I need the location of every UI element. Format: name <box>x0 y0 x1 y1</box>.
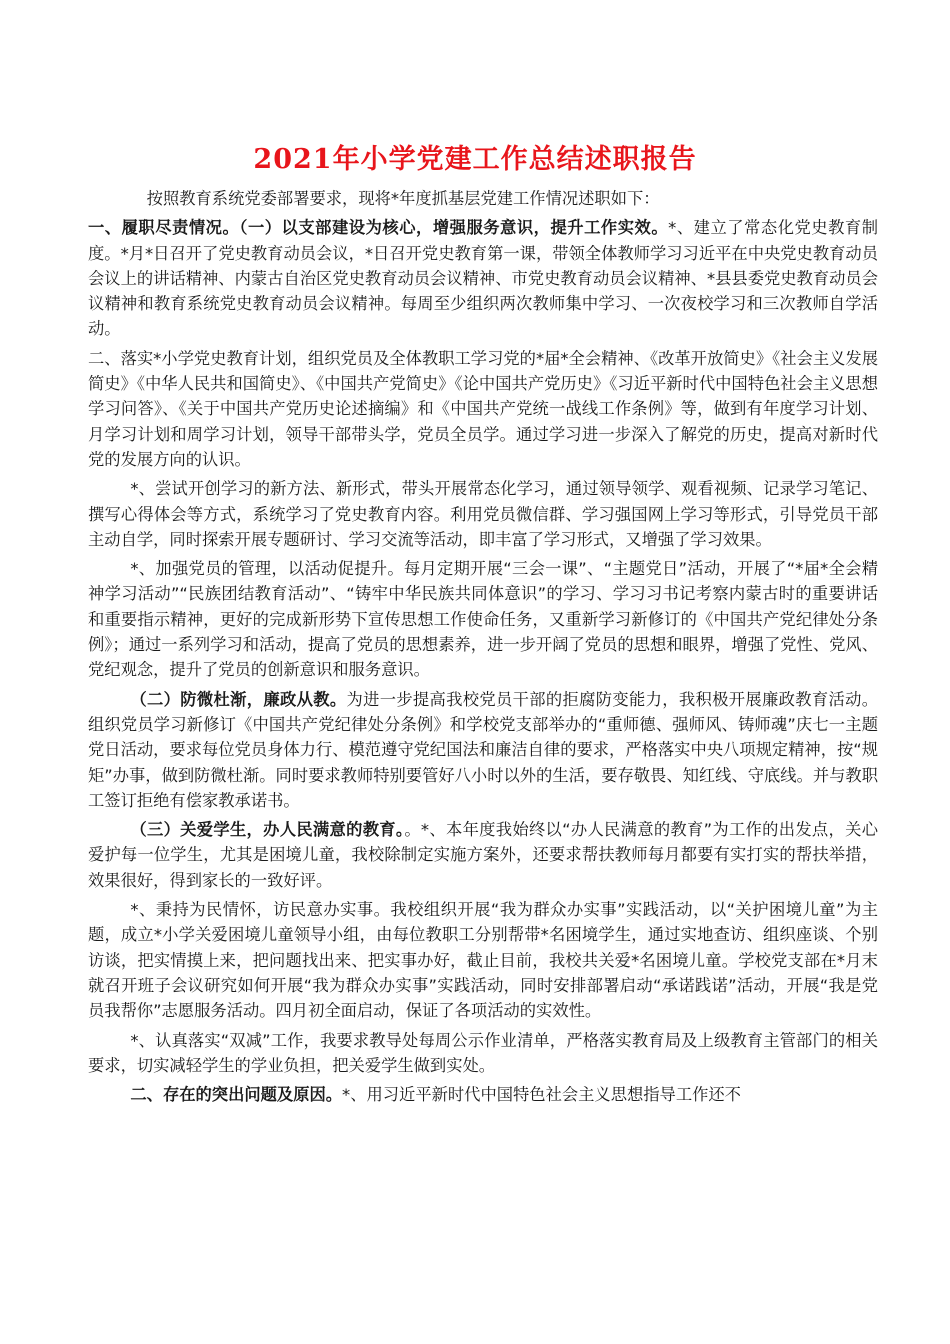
paragraph-2: 二、落实*小学党史教育计划，组织党员及全体教职工学习党的*届*全会精神、《改革开放简史》《社会主义发展简史》《中华人民共和国简史》、《中国共产党简史》《论中国共产党历史》《习近平新时代中国特色社会主义思想学习问答》、《关于中国共产党历史论述摘编》和《中国共产党统一战线工作条例》等，做到有年度学习计划、月学习计划和周学习计划，领导干部带头学，党员全员学。通过学习进一步深入了解党的历史，提高对新时代党的发展方向的认识。 <box>88 348 878 469</box>
document-title: 2021年小学党建工作总结述职报告 <box>253 144 697 175</box>
section-2-text: 为进一步提高我校党员干部的拒腐防变能力，我积极开展廉政教育活动。组织党员学习新修订《中国共产党纪律处分条例》和学校党支部举办的“重师德、强师风、铸师魂”庆七一主题党日活动，要求每位党员身体力行、模范遵守党纪国法和廉洁自律的要求，严格落实中央八项规定精神，按“规矩”办事，做到防微杜渐。同时要求教师特别要管好八小时以外的生活，要存敬畏、知红线、守底线。并与教职工签订拒绝有偿家教承诺书。 <box>88 689 878 810</box>
problems-paragraph <box>88 1082 878 1107</box>
section-1-heading: 一、履职尽责情况。（一）以支部建设为核心，增强服务意识，提升工作实效。 <box>88 218 669 238</box>
section-1-paragraph <box>88 215 878 341</box>
problems-text: *、用习近平新时代中国特色社会主义思想指导工作还不 <box>342 1085 741 1105</box>
section-2-heading: （二）防微杜渐，廉政从教。 <box>130 689 347 709</box>
intro-paragraph: 按照教育系统党委部署要求，现将*年度抓基层党建工作情况述职如下： <box>146 189 660 208</box>
paragraph-8: *、认真落实“双减”工作，我要求教导处每周公示作业清单，严格落实教育局及上级教育主管部门的相关要求，切实减轻学生的学业负担，把关爱学生做到实处。 <box>88 1030 878 1075</box>
section-3-text: 。*、本年度我始终以“办人民满意的教育”为工作的出发点，关心爱护每一位学生，尤其是困境儿童，我校除制定实施方案外，还要求帮扶教师每月都要有实打实的帮扶举措，效果很好，得到家长的一致好评。 <box>88 820 878 890</box>
paragraph-3: *、尝试开创学习的新方法、新形式，带头开展常态化学习，通过领导领学、观看视频、记录学习笔记、撰写心得体会等方式，系统学习了党史教育内容。利用党员微信群、学习强国网上学习等形式，引导党员干部主动自学，同时探索开展专题研讨、学习交流等活动，即丰富了学习形式，又增强了学习效果。 <box>88 479 878 549</box>
document-body <box>88 186 878 1111</box>
section-3-heading: （三）关爱学生，办人民满意的教育。 <box>130 820 405 840</box>
section-1-text: *、建立了常态化党史教育制度。*月*日召开了党史教育动员会议，*日召开党史教育第一课，带领全体教师学习习近平在中央党史教育动员会议上的讲话精神、内蒙古自治区党史教育动员会议精神、市党史教育动员会议精神、*县县委党史教育动员会议精神和教育系统党史教育动员会议精神。每周至少组织两次教师集中学习、一次夜校学习和三次教师自学活动。 <box>88 218 878 339</box>
section-2-paragraph <box>88 687 878 813</box>
paragraph-7: *、秉持为民情怀，访民意办实事。我校组织开展“我为群众办实事”实践活动，以“关护困境儿童”为主题，成立*小学关爱困境儿童领导小组，由每位教职工分别帮带*名困境学生，通过实地查访、组织座谈、个别访谈，把实情摸上来，把问题找出来、把实事办好，截止目前，我校共关爱*名困境儿童。学校党支部在*月末就召开班子会议研究如何开展“我为群众办实事”实践活动，同时安排部署启动“承诺践诺”活动，开展“我是党员我帮你”志愿服务活动。四月初全面启动，保证了各项活动的实效性。 <box>88 900 878 1021</box>
problems-heading: 二、存在的突出问题及原因。 <box>130 1085 343 1105</box>
section-3-paragraph <box>88 817 878 893</box>
paragraph-4: *、加强党员的管理，以活动促提升。每月定期开展“三会一课”、“主题党日”活动，开展了“*届*全会精神学习活动”“民族团结教育活动”、“铸牢中华民族共同体意识”的学习、学习习书记考察内蒙古时的重要讲话和重要指示精神，更好的完成新形势下宣传思想工作使命任务，又重新学习新修订的《中国共产党纪律处分条例》；通过一系列学习和活动，提高了党员的思想素养，进一步开阔了党员的思想和眼界，增强了党性、党风、党纪观念，提升了党员的创新意识和服务意识。 <box>88 559 878 680</box>
